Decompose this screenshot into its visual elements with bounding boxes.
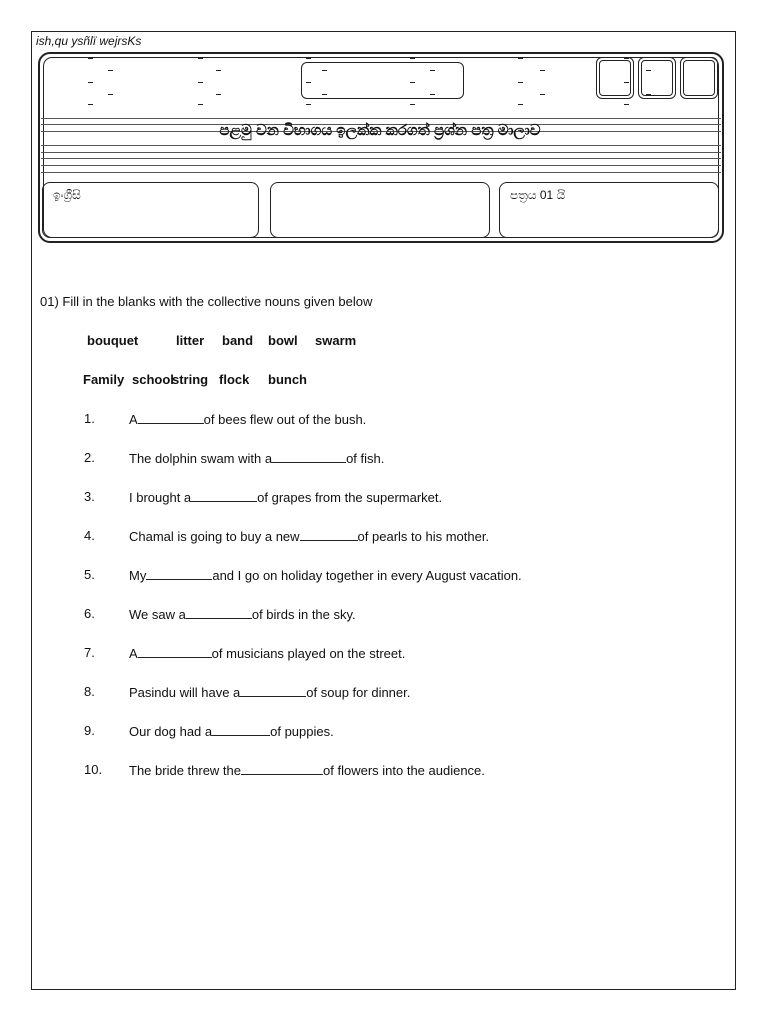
header-dash <box>88 82 93 83</box>
subject-label: ඉංග්‍රීසි <box>53 188 81 202</box>
word-bank-item: flock <box>219 372 250 387</box>
item-number: 1. <box>84 411 95 426</box>
header-dash <box>410 58 415 59</box>
header-dash <box>88 58 93 59</box>
item-text-before: Chamal is going to buy a new <box>129 529 300 544</box>
header-dash <box>198 104 203 105</box>
word-bank-item: string <box>172 372 209 387</box>
item-text-before: I brought a <box>129 490 192 505</box>
answer-blank[interactable] <box>272 450 346 463</box>
question-heading: 01) Fill in the blanks with the collective nouns given below <box>40 294 373 309</box>
subject-box <box>42 182 259 238</box>
header-center-box <box>301 62 464 99</box>
answer-blank[interactable] <box>241 762 323 775</box>
item-number: 5. <box>84 567 95 582</box>
word-bank-item: bunch <box>268 372 307 387</box>
answer-blank[interactable] <box>300 528 358 541</box>
header-rule <box>41 158 721 159</box>
paper-box <box>499 182 719 238</box>
item-number: 8. <box>84 684 95 699</box>
header-dash <box>540 70 545 71</box>
item-number: 2. <box>84 450 95 465</box>
item-text-before: A <box>129 412 138 427</box>
header-dash <box>410 104 415 105</box>
header-dash <box>306 104 311 105</box>
item-text-after: of fish. <box>346 451 385 466</box>
answer-blank[interactable] <box>191 489 257 502</box>
item-text-after: of flowers into the audience. <box>323 763 485 778</box>
exam-title: පළමු වන විභාගය ඉලක්ක කරගත් ප්‍රශ්න පත්‍ර මාලාව <box>219 122 541 139</box>
item-text-before: Pasindu will have a <box>129 685 241 700</box>
item-text-before: Our dog had a <box>129 724 213 739</box>
header-dash <box>518 82 523 83</box>
item-text-before: We saw a <box>129 607 186 622</box>
header-dash <box>108 94 113 95</box>
header-dash <box>518 104 523 105</box>
header-dash <box>540 94 545 95</box>
item-sentence <box>129 723 334 739</box>
item-sentence <box>129 606 356 622</box>
header-dash <box>198 58 203 59</box>
word-bank-item: litter <box>176 333 205 348</box>
answer-blank[interactable] <box>212 723 270 736</box>
paper-label: පත්‍රය 01 යි <box>510 188 566 202</box>
item-number: 4. <box>84 528 95 543</box>
header-dash <box>306 58 311 59</box>
header-note: ish,qu ysñlï wejrsKs <box>36 34 142 48</box>
header-dash <box>198 82 203 83</box>
answer-blank[interactable] <box>240 684 306 697</box>
item-sentence <box>129 762 485 778</box>
answer-blank[interactable] <box>186 606 252 619</box>
item-text-after: of grapes from the supermarket. <box>257 490 443 505</box>
header-rule <box>41 165 721 166</box>
word-bank-item: band <box>222 333 254 348</box>
word-bank-item: swarm <box>315 333 357 348</box>
answer-blank[interactable] <box>138 411 204 424</box>
item-sentence <box>129 567 522 583</box>
header-dash <box>624 104 629 105</box>
word-bank-item: bowl <box>268 333 298 348</box>
item-text-after: of pearls to his mother. <box>357 529 490 544</box>
header-corner-box-3 <box>680 57 718 99</box>
word-bank-item: school <box>132 372 174 387</box>
word-bank-item: Family <box>83 372 125 387</box>
item-text-after: of musicians played on the street. <box>211 646 406 661</box>
header-dash <box>518 58 523 59</box>
item-sentence <box>129 450 384 466</box>
item-text-after: of soup for dinner. <box>306 685 411 700</box>
item-sentence <box>129 684 410 700</box>
header-dash <box>216 94 221 95</box>
header-rule <box>41 152 721 153</box>
middle-box <box>270 182 490 238</box>
word-bank-item: bouquet <box>87 333 139 348</box>
header-dash <box>88 104 93 105</box>
item-sentence <box>129 645 405 661</box>
item-text-before: The dolphin swam with a <box>129 451 273 466</box>
header-corner-box-1 <box>596 57 634 99</box>
item-number: 9. <box>84 723 95 738</box>
item-number: 7. <box>84 645 95 660</box>
header-dash <box>108 70 113 71</box>
item-text-after: of bees flew out of the bush. <box>203 412 367 427</box>
item-text-after: of puppies. <box>270 724 334 739</box>
header-rule <box>41 118 721 119</box>
item-sentence <box>129 489 442 505</box>
item-number: 3. <box>84 489 95 504</box>
header-dash <box>216 70 221 71</box>
header-rule <box>41 145 721 146</box>
item-text-after: of birds in the sky. <box>251 607 356 622</box>
item-sentence <box>129 411 366 427</box>
answer-blank[interactable] <box>146 567 212 580</box>
item-text-before: My <box>129 568 147 583</box>
item-number: 10. <box>84 762 103 777</box>
header-corner-box-2 <box>638 57 676 99</box>
item-text-before: A <box>129 646 138 661</box>
header-rule <box>41 172 721 173</box>
item-number: 6. <box>84 606 95 621</box>
item-sentence <box>129 528 489 544</box>
item-text-before: The bride threw the <box>129 763 242 778</box>
item-text-after: and I go on holiday together in every August vacation. <box>212 568 522 583</box>
answer-blank[interactable] <box>138 645 212 658</box>
